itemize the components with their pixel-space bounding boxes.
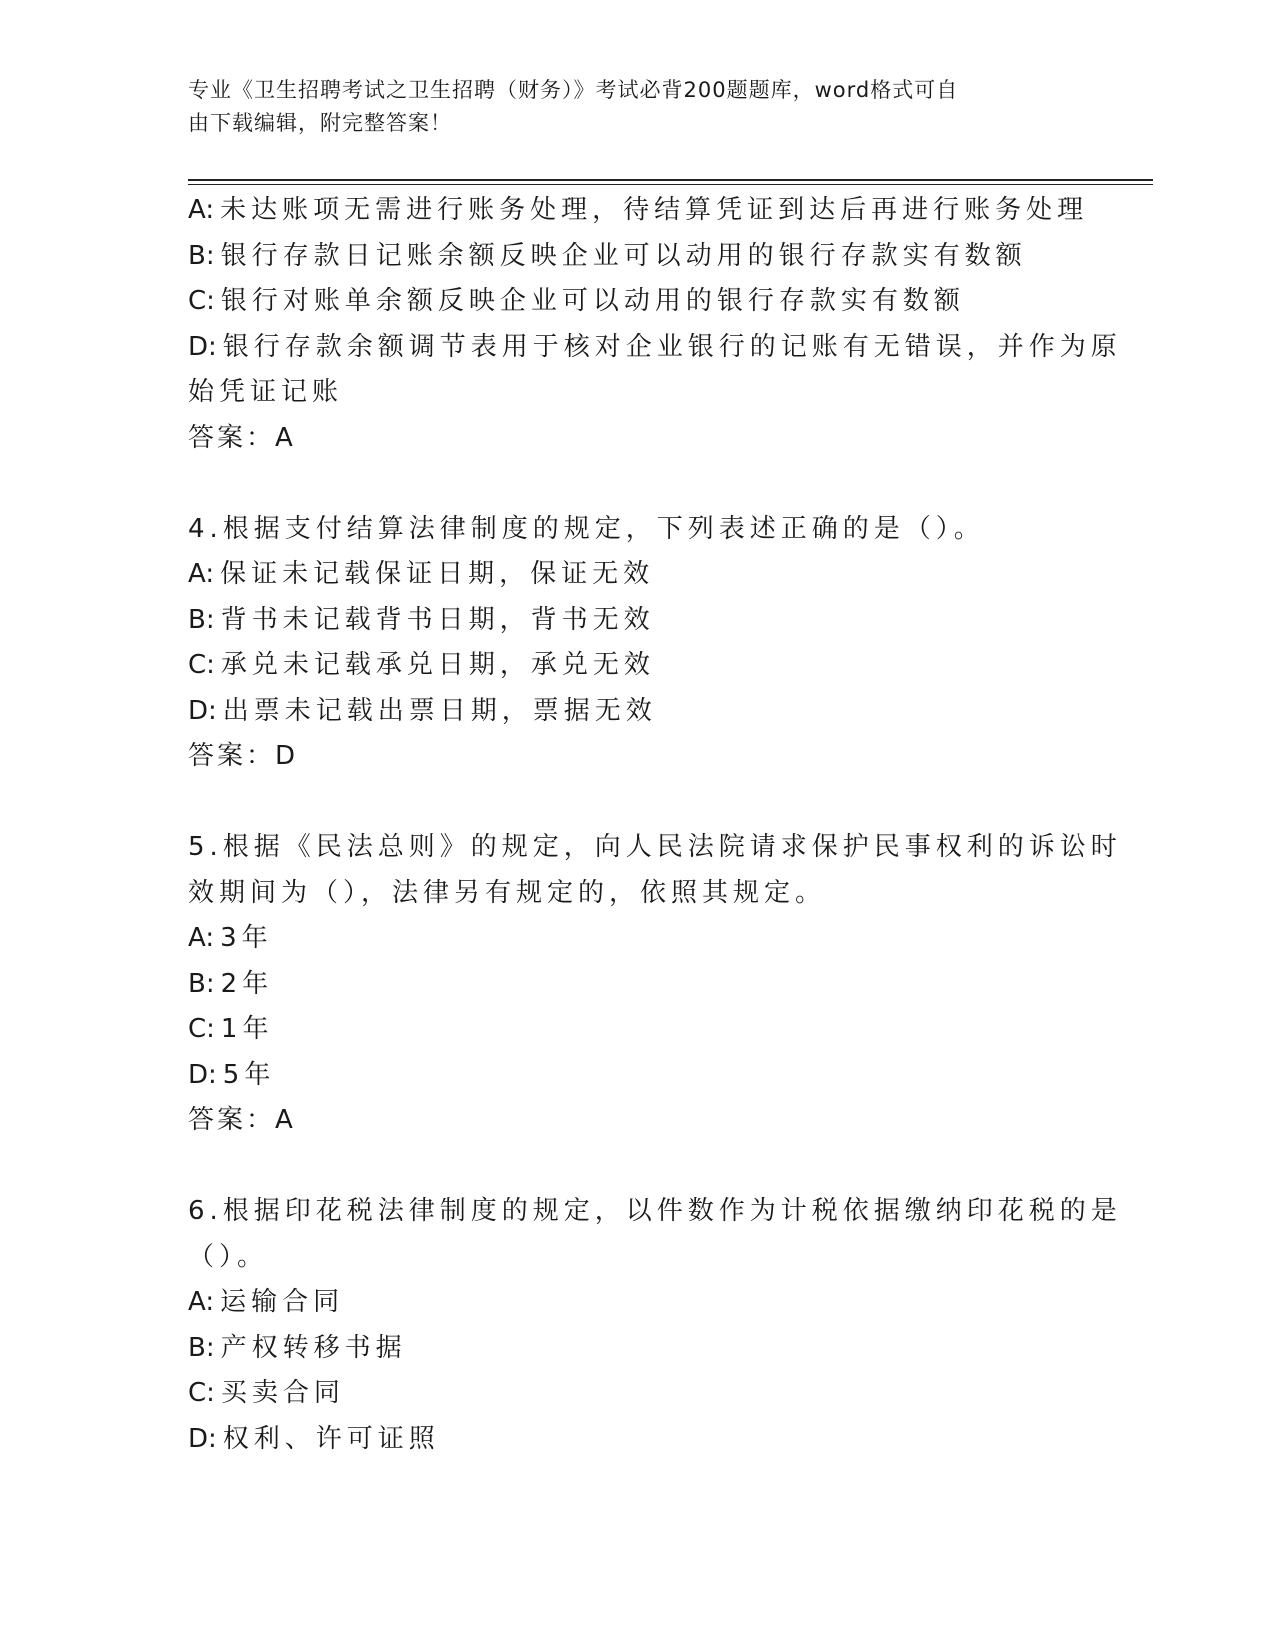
question-6-block xyxy=(188,1189,1122,1462)
answer-label: 答案：A xyxy=(188,1105,296,1135)
question-text: 6.根据印花税法律制度的规定，以件数作为计税依据缴纳印花税的是 xyxy=(188,1196,1122,1226)
question-text: 4.根据支付结算法律制度的规定，下列表述正确的是（）。 xyxy=(188,513,985,544)
option-a: A: 运输合同 xyxy=(188,1287,345,1317)
question-list xyxy=(188,188,1122,1462)
option-a: A: 保证未记载保证日期，保证无效 xyxy=(188,559,655,589)
answer-label: 答案：A xyxy=(188,422,296,453)
header-divider-thick xyxy=(188,179,1153,181)
option-d: D: 5年 xyxy=(188,1059,276,1090)
option-b: B: 2年 xyxy=(188,968,274,999)
option-b: B: 银行存款日记账余额反映企业可以动用的银行存款实有数额 xyxy=(188,240,1027,271)
header-line-2: 由下载编辑，附完整答案！ xyxy=(188,111,452,135)
option-b: B: 背书未记载背书日期，背书无效 xyxy=(188,604,655,635)
option-c: C: 1年 xyxy=(188,1014,274,1044)
option-d-continued: 始凭证记账 xyxy=(188,377,344,407)
question-4-block xyxy=(188,507,1088,780)
answer-label: 答案：D xyxy=(188,741,299,771)
document-header xyxy=(188,74,1068,140)
option-c: C: 银行对账单余额反映企业可以动用的银行存款实有数额 xyxy=(188,286,965,316)
option-d: D: 银行存款余额调节表用于核对企业银行的记账有无错误，并作为原 xyxy=(188,331,1122,362)
question-5-block xyxy=(188,825,1122,1144)
option-a: A: 3年 xyxy=(188,923,273,953)
question-3-block xyxy=(188,188,1122,461)
header-divider-thin xyxy=(188,184,1153,185)
option-a: A: 未达账项无需进行账务处理，待结算凭证到达后再进行账务处理 xyxy=(188,195,1089,225)
question-text-continued: （）。 xyxy=(188,1241,269,1272)
option-d: D: 权利、许可证照 xyxy=(188,1423,440,1454)
option-d: D: 出票未记载出票日期，票据无效 xyxy=(188,695,657,726)
option-c: C: 承兑未记载承兑日期，承兑无效 xyxy=(188,650,655,680)
question-text: 5.根据《民法总则》的规定，向人民法院请求保护民事权利的诉讼时 xyxy=(188,832,1122,862)
question-text-continued: 效期间为（），法律另有规定的，依照其规定。 xyxy=(188,877,827,908)
header-line-1: 专业《卫生招聘考试之卫生招聘（财务）》考试必背200题题库，word格式可自 xyxy=(188,78,959,102)
option-c: C: 买卖合同 xyxy=(188,1378,345,1408)
spacer xyxy=(188,461,1088,507)
spacer xyxy=(188,780,1088,826)
spacer xyxy=(188,1144,1088,1190)
option-b: B: 产权转移书据 xyxy=(188,1332,407,1363)
